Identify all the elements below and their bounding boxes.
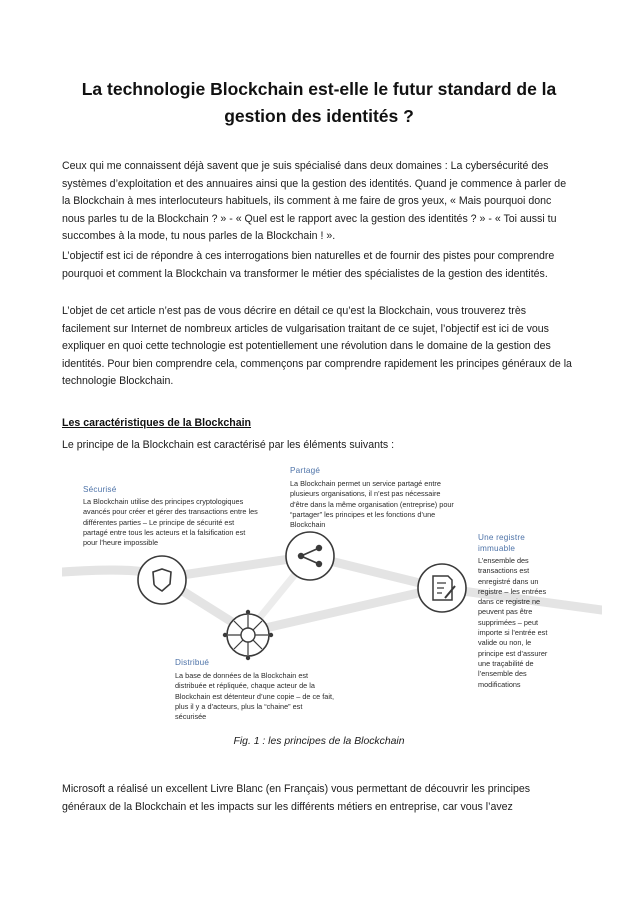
paragraph-closing: Microsoft a réalisé un excellent Livre Blanc (en Français) vous permettant de découvrir les principes généraux de la Blockchain et les impacts sur les différents métiers en entreprise, car vous l’avez (62, 783, 531, 813)
securise-text: La Blockchain utilise des principes cryptologiques avancés pour créer et gérer des transactions entre les différentes parties – Le principe de sécurité est partagé entre tous les acteurs et la falsification est pour l’heure impossible (83, 497, 258, 548)
registre-text: L’ensemble des transactions est enregistré dans un registre – les entrées dans ce registre ne peuvent pas être supprimées – peut importe si l’entrée est valide ou non, le principe est d’assurer une traçabilité de l’ensemble des modifications (478, 556, 548, 689)
distribue-title: Distribué (175, 658, 210, 667)
securise-title: Sécurisé (83, 485, 117, 494)
paragraph-article-scope: L’objet de cet article n’est pas de vous décrire en détail ce qu’est la Blockchain, vous trouverez très facilement sur Internet de nombreux articles de vulgarisation traitant de ce sujet, l’objectif est ici de vous expliquer en quoi cette technologie est potentiellement une révolution dans le domaine de la gestion des identités. Pour bien comprendre cela, commençons par comprendre rapidement les principes généraux de la technologie Blockchain. (62, 305, 572, 388)
shield-icon (138, 556, 186, 604)
paragraph-objective: L’objectif est ici de répondre à ces interrogations bien naturelles et de fournir des pistes pour comprendre pourquoi et comment la Blockchain va transformer le métier des spécialistes de la gestion des identités. (62, 250, 555, 280)
registre-title: Une registre immuable (478, 533, 525, 553)
partage-text: La Blockchain permet un service partagé entre plusieurs organisations, il n’est pas nécessaire d’être dans la même organisation (entreprise) pour “partager” les principes et les fonctions d’une Blockchain (290, 479, 454, 530)
section-heading: Les caractéristiques de la Blockchain (62, 417, 252, 429)
share-icon (286, 532, 334, 580)
connection-band-lower (162, 578, 440, 632)
blockchain-principles-figure (62, 460, 602, 735)
paragraph-intro: Ceux qui me connaissent déjà savent que je suis spécialisé dans deux domaines : La cybersécurité des systèmes d’exploitation et des annuaires ainsi que la gestion des identités. Quand je commence à parler de la Blockchain à mes interlocuteurs habituels, ils comment à me faire de gros yeux, « Mais pourquoi donc nous parles tu de la Blockchain ? » - « Quel est le rapport avec la gestion des identités ? » - « Toi aussi tu succombes à la mode, tu nous parles de la Blockchain ! ». (62, 160, 567, 243)
figure-caption: Fig. 1 : les principes de la Blockchain (233, 736, 405, 747)
distribue-text: La base de données de la Blockchain est distribuée et répliquée, chaque acteur de la Blockchain est détenteur d’une copie – de ce fait, plus il y a d’acteurs, plus la “chaine” est sécurisée (175, 671, 335, 722)
document-edit-icon (418, 564, 466, 612)
section-intro: Le principe de la Blockchain est caractérisé par les éléments suivants : (62, 439, 395, 451)
document-title: La technologie Blockchain est-elle le futur standard de la gestion des identités ? (81, 79, 557, 126)
partage-title: Partagé (290, 466, 321, 475)
